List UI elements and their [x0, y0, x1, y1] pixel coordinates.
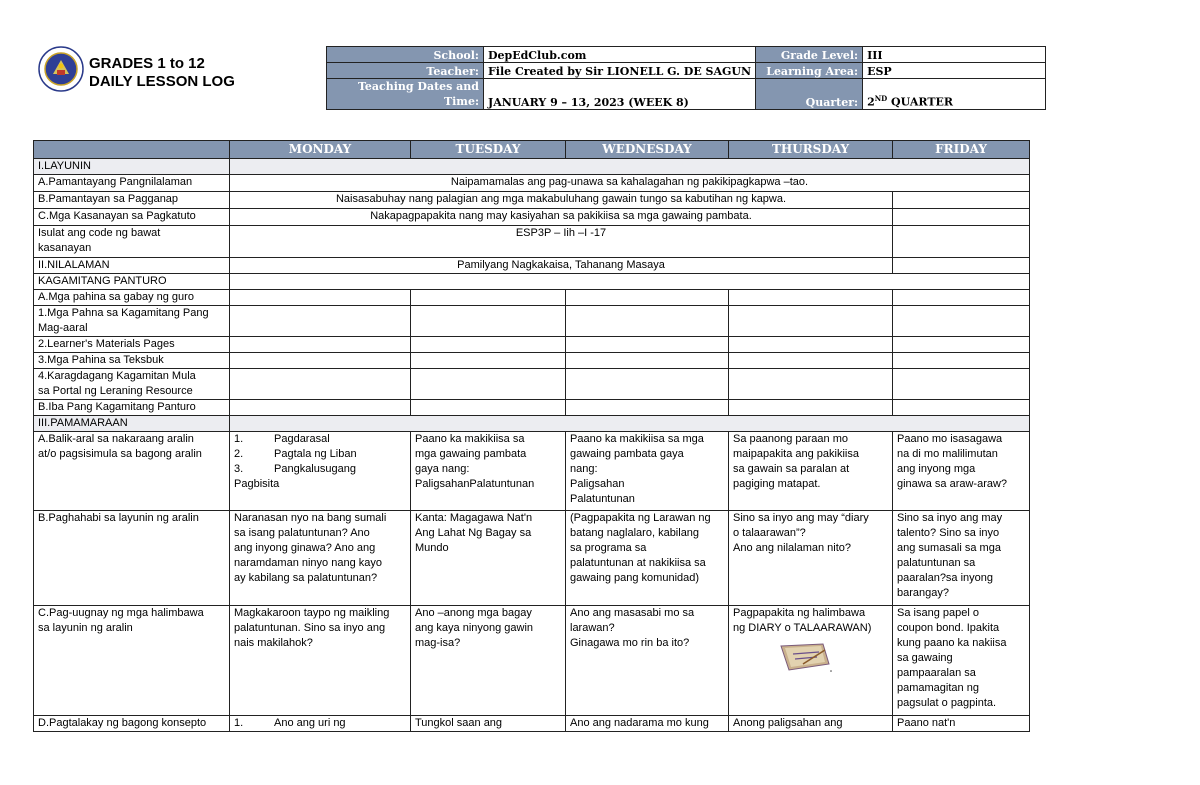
empty-cell	[411, 400, 566, 416]
cell-line: ang kaya ninyong gawin	[415, 622, 534, 634]
row-label: D.Pagtalakay ng bagong konsepto	[34, 716, 230, 732]
title-line-1: GRADES 1 to 12	[89, 55, 205, 72]
pagtalakay-tuesday: Tungkol saan ang	[411, 716, 566, 732]
table-row	[34, 369, 1030, 400]
area-value: ESP	[863, 63, 1046, 79]
cell-line: palatuntunan. Sino sa inyo ang	[234, 622, 386, 634]
table-row	[34, 511, 1030, 606]
cell-line: Sino sa inyo ang may “diary	[733, 512, 869, 524]
empty-cell	[729, 290, 893, 306]
row-label: I.LAYUNIN	[34, 159, 230, 175]
empty-cell	[411, 337, 566, 353]
cell-line: Pagpapakita ng halimbawa	[733, 607, 866, 619]
grade-label: Grade Level:	[756, 47, 863, 63]
empty-cell	[230, 353, 411, 369]
row-label-line: 1.Mga Pahna sa Kagamitang Pang	[38, 307, 209, 319]
lesson-log-table	[33, 140, 1030, 732]
section-fill	[230, 159, 1030, 175]
empty-cell	[230, 290, 411, 306]
cell-line: Palatuntunan	[570, 493, 635, 505]
cell-line: Paano mo isasagawa	[897, 433, 1003, 445]
cell-line: ginawa sa araw-araw?	[897, 478, 1008, 490]
dates-label	[327, 79, 484, 110]
list-text: Ano ang uri ng	[274, 717, 346, 729]
list-text: Pangkalusugang	[274, 463, 356, 475]
empty-cell	[566, 290, 729, 306]
corner-cell	[34, 141, 230, 159]
quarter-number: 2	[867, 96, 875, 109]
cell-line: nais makilahok?	[234, 637, 313, 649]
grade-value: III	[863, 47, 1046, 63]
list-number: 1.	[234, 433, 244, 445]
teacher-value: File Created by Sir LIONELL G. DE SAGUN	[484, 63, 756, 79]
uugnay-tuesday	[411, 606, 566, 716]
empty-cell	[411, 306, 566, 337]
cell-line: pagiging matapat.	[733, 478, 821, 490]
empty-cell	[566, 353, 729, 369]
row-label: B.Iba Pang Kagamitang Panturo	[34, 400, 230, 416]
empty-cell	[566, 337, 729, 353]
paghahabi-wednesday	[566, 511, 729, 606]
cell-line: batang naglalaro, kabilang	[570, 527, 700, 539]
quarter-value	[863, 79, 1046, 110]
cell-line: palatuntunan sa	[897, 557, 976, 569]
balik-wednesday	[566, 432, 729, 511]
paghahabi-friday	[893, 511, 1030, 606]
balik-monday	[230, 432, 411, 511]
row-label-line: at/o pagsisimula sa bagong aralin	[38, 448, 202, 460]
cell-line: ng DIARY o TALAARAWAN)	[733, 622, 872, 634]
cell-line: Mundo	[415, 542, 449, 554]
pagtalakay-monday	[230, 716, 411, 732]
table-row	[34, 306, 1030, 337]
empty-cell	[893, 337, 1030, 353]
empty-cell	[893, 306, 1030, 337]
area-label: Learning Area:	[756, 63, 863, 79]
cell-line: ay kabilang sa palatuntunan?	[234, 572, 378, 584]
row-label: 2.Learner's Materials Pages	[34, 337, 230, 353]
cell-line: Magkakaroon taypo ng maikling	[234, 607, 390, 619]
row-label-line: Isulat ang code ng bawat	[38, 227, 161, 239]
table-row	[34, 226, 1030, 258]
day-tuesday: TUESDAY	[411, 141, 566, 159]
quarter-label: Quarter:	[756, 79, 863, 110]
row-label: B.Pamantayan sa Pagganap	[34, 192, 230, 209]
cell-line: Sa isang papel o	[897, 607, 979, 619]
table-row	[34, 606, 1030, 716]
table-row	[34, 337, 1030, 353]
table-row	[34, 209, 1030, 226]
cell-line: talento? Sino sa inyo	[897, 527, 1000, 539]
balik-thursday	[729, 432, 893, 511]
row-label-line: sa Portal ng Leraning Resource	[38, 385, 193, 397]
list-item	[234, 432, 406, 447]
table-row	[34, 400, 1030, 416]
cell-line: sa gawain sa paralan at	[733, 463, 850, 475]
cell-line: naramdaman ninyo nang kayo	[234, 557, 382, 569]
row-label: A.Mga pahina sa gabay ng guro	[34, 290, 230, 306]
day-wednesday: WEDNESDAY	[566, 141, 729, 159]
cell-line: gawaing pambata gaya	[570, 448, 684, 460]
empty-cell	[729, 369, 893, 400]
row-label: II.NILALAMAN	[34, 258, 230, 274]
table-row	[34, 432, 1030, 511]
empty-cell	[411, 290, 566, 306]
list-item	[234, 462, 406, 477]
paghahabi-tuesday	[411, 511, 566, 606]
day-friday: FRIDAY	[893, 141, 1030, 159]
cell-line: maipapakita ang pakikiisa	[733, 448, 859, 460]
dates-label-line-1: Teaching Dates and	[357, 80, 479, 93]
title-line-2: DAILY LESSON LOG	[89, 73, 235, 90]
merged-cell: Naipamamalas ang pag-unawa sa kahalagahan ng pakikipagkapwa –tao.	[230, 175, 1030, 192]
pagtalakay-friday: Paano nat'n	[893, 716, 1030, 732]
table-row	[34, 274, 1030, 290]
table-row	[34, 416, 1030, 432]
section-fill	[230, 416, 1030, 432]
empty-cell	[566, 369, 729, 400]
cell-line: coupon bond. Ipakita	[897, 622, 1000, 634]
row-label-line: kasanayan	[38, 242, 92, 254]
day-monday: MONDAY	[230, 141, 411, 159]
day-thursday: THURSDAY	[729, 141, 893, 159]
row-label	[34, 226, 230, 258]
cell-line: Paano ka makikiisa sa	[415, 433, 525, 445]
empty-cell	[893, 290, 1030, 306]
row-label	[34, 606, 230, 716]
school-label: School:	[327, 47, 484, 63]
pagtalakay-thursday: Anong paligsahan ang	[729, 716, 893, 732]
cell-line: gawaing pang komunidad)	[570, 572, 700, 584]
table-row	[34, 192, 1030, 209]
row-label: B.Paghahabi sa layunin ng aralin	[34, 511, 230, 606]
empty-cell	[411, 353, 566, 369]
empty-cell	[893, 400, 1030, 416]
deped-seal-logo	[38, 46, 84, 92]
empty-cell	[893, 226, 1030, 258]
cell-line: larawan?	[570, 622, 615, 634]
cell-line: Ano –anong mga bagay	[415, 607, 532, 619]
cell-line: pampaaralan sa	[897, 667, 976, 679]
cell-line: Ano ang nilalaman nito?	[733, 542, 852, 554]
cell-line: paaralan?sa inyong	[897, 572, 994, 584]
cell-line: pagsulat o pagpinta.	[897, 697, 997, 709]
cell-line: Ginagawa mo rin ba ito?	[570, 637, 690, 649]
row-label-line: sa layunin ng aralin	[38, 622, 133, 634]
cell-line: o talaarawan”?	[733, 527, 806, 539]
merged-cell: ESP3P – Iih –I -17	[230, 226, 893, 258]
empty-cell	[566, 400, 729, 416]
cell-line: na di mo malilimutan	[897, 448, 998, 460]
uugnay-wednesday	[566, 606, 729, 716]
table-row	[34, 258, 1030, 274]
paghahabi-thursday	[729, 511, 893, 606]
quarter-suffix: ND	[874, 94, 888, 104]
table-row	[34, 175, 1030, 192]
empty-cell	[230, 369, 411, 400]
merged-cell: Naisasabuhay nang palagian ang mga makabuluhang gawain tungo sa kabutihan ng kapwa.	[230, 192, 893, 209]
row-label: A.Pamantayang Pangnilalaman	[34, 175, 230, 192]
empty-cell	[729, 353, 893, 369]
cell-line: mag-isa?	[415, 637, 461, 649]
row-label: 3.Mga Pahina sa Teksbuk	[34, 353, 230, 369]
row-label-line: C.Pag-uugnay ng mga halimbawa	[38, 607, 204, 619]
list-item	[234, 447, 406, 462]
school-info-table	[326, 46, 1046, 110]
row-label: III.PAMAMARAAN	[34, 416, 230, 432]
cell-line: palatuntunan at nakikiisa sa	[570, 557, 706, 569]
empty-cell	[230, 274, 1030, 290]
cell-line: mga gawaing pambata	[415, 448, 527, 460]
table-row	[34, 290, 1030, 306]
empty-cell	[230, 400, 411, 416]
cell-line: Sino sa inyo ang may	[897, 512, 1003, 524]
paghahabi-monday	[230, 511, 411, 606]
list-text: Pagtala ng Liban	[274, 448, 357, 460]
merged-cell: Pamilyang Nagkakaisa, Tahanang Masaya	[230, 258, 893, 274]
cell-line: Ano ang masasabi mo sa	[570, 607, 695, 619]
row-label-line: 4.Karagdagang Kagamitan Mula	[38, 370, 196, 382]
merged-cell: Nakapagpapakita nang may kasiyahan sa pakikiisa sa mga gawaing pambata.	[230, 209, 893, 226]
day-header-row	[34, 141, 1030, 159]
table-row	[34, 353, 1030, 369]
empty-cell	[729, 306, 893, 337]
cell-line: ang inyong ginawa? Ano ang	[234, 542, 376, 554]
cell-line: ang inyong mga	[897, 463, 976, 475]
row-label-line: A.Balik-aral sa nakaraang aralin	[38, 433, 194, 445]
empty-cell	[230, 337, 411, 353]
cell-line: Sa paanong paraan mo	[733, 433, 848, 445]
empty-cell	[893, 192, 1030, 209]
empty-cell	[230, 306, 411, 337]
list-text: Pagdarasal	[274, 433, 330, 445]
empty-cell	[893, 353, 1030, 369]
cell-line: PaligsahanPalatuntunan	[415, 478, 535, 490]
empty-cell	[893, 258, 1030, 274]
cell-line: (Pagpapakita ng Larawan ng	[570, 512, 711, 524]
lesson-log-title	[89, 55, 235, 91]
dates-value: JANUARY 9 – 13, 2023 (WEEK 8)	[484, 79, 756, 110]
list-number: 2.	[234, 448, 244, 460]
cell-line: barangay?	[897, 587, 949, 599]
empty-cell	[729, 400, 893, 416]
row-label	[34, 432, 230, 511]
empty-cell	[566, 306, 729, 337]
cell-line: sa gawaing	[897, 652, 953, 664]
cell-line: Paligsahan	[570, 478, 625, 490]
quarter-word: QUARTER	[887, 96, 954, 109]
cell-line: kung paano ka nakiisa	[897, 637, 1007, 649]
cell-line: pamamagitan ng	[897, 682, 979, 694]
diary-book-icon	[733, 640, 833, 674]
empty-cell	[729, 337, 893, 353]
empty-cell	[893, 209, 1030, 226]
cell-line: sa isang palatuntunan? Ano	[234, 527, 370, 539]
cell-line: Ang Lahat Ng Bagay sa	[415, 527, 532, 539]
empty-cell	[411, 369, 566, 400]
row-label-line: Mag-aaral	[38, 322, 88, 334]
empty-cell	[893, 369, 1030, 400]
cell-line: gaya nang:	[415, 463, 470, 475]
cell-line: Paano ka makikiisa sa mga	[570, 433, 704, 445]
list-number: 3.	[234, 463, 244, 475]
pagtalakay-wednesday: Ano ang nadarama mo kung	[566, 716, 729, 732]
balik-tuesday	[411, 432, 566, 511]
row-label	[34, 369, 230, 400]
uugnay-monday	[230, 606, 411, 716]
dates-label-line-2: Time:	[443, 95, 479, 108]
row-label: C.Mga Kasanayan sa Pagkatuto	[34, 209, 230, 226]
cell-line: sa programa sa	[570, 542, 647, 554]
cell-line: Kanta: Magagawa Nat'n	[415, 512, 533, 524]
table-row	[34, 716, 1030, 732]
cell-line: Naranasan nyo na bang sumali	[234, 512, 387, 524]
list-number: 1.	[234, 717, 244, 729]
uugnay-thursday	[729, 606, 893, 716]
row-label	[34, 306, 230, 337]
uugnay-friday	[893, 606, 1030, 716]
table-row	[34, 159, 1030, 175]
cell-line: nang:	[570, 463, 598, 475]
school-value: DepEdClub.com	[484, 47, 756, 63]
cell-line: ang sumasali sa mga	[897, 542, 1001, 554]
balik-friday	[893, 432, 1030, 511]
list-text: Pagbisita	[234, 478, 280, 490]
teacher-label: Teacher:	[327, 63, 484, 79]
row-label: KAGAMITANG PANTURO	[34, 274, 230, 290]
